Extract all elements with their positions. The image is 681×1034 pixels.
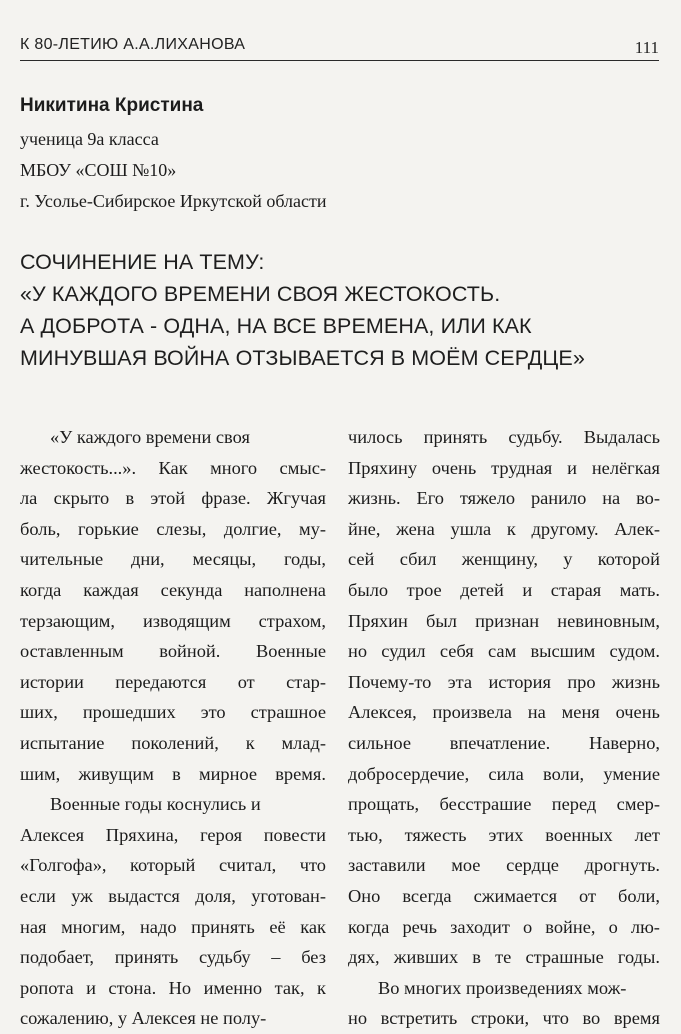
text-line: ших, прошедших это страшное (20, 702, 326, 723)
text-line: но встретить строки, что во время (348, 1008, 660, 1029)
text-line: оставленным войной. Военные (20, 641, 326, 662)
text-line: Пряхину очень трудная и нелёгкая (348, 457, 660, 478)
text-line: йне, жена ушла к другому. Алек- (348, 518, 660, 539)
text-line: ропота и стона. Но именно так, к (20, 977, 326, 998)
text-line: Оно всегда сжимается от боли, (348, 885, 660, 906)
text-line: если уж выдастся доля, уготован- (20, 885, 326, 906)
text-line: сей сбил женщину, у которой (348, 549, 660, 570)
text-line: когда каждая секунда наполнена (20, 579, 326, 600)
text-line: заставили мое сердце дрогнуть. (348, 855, 660, 876)
right-text-column (348, 422, 660, 1034)
text-line: Во многих произведениях мож- (378, 977, 627, 998)
essay-title-line: МИНУВШАЯ ВОЙНА ОТЗЫВАЕТСЯ В МОЁМ СЕРДЦЕ» (20, 346, 585, 370)
text-line: Военные годы коснулись и (50, 794, 261, 815)
text-line: истории передаются от стар- (20, 671, 326, 692)
running-header (20, 34, 659, 61)
essay-title-line: СОЧИНЕНИЕ НА ТЕМУ: (20, 250, 265, 274)
text-line: терзающим, изводящим страхом, (20, 610, 326, 631)
text-line: «Голгофа», который считал, что (20, 855, 326, 876)
text-line: было трое детей и старая мать. (348, 579, 660, 600)
text-line: боль, горькие слезы, долгие, му- (20, 518, 326, 539)
text-line: сожалению, у Алексея не полу- (20, 1008, 267, 1029)
author-block (20, 94, 640, 217)
text-line: дях, живших в те страшные годы. (348, 947, 660, 968)
text-line: жестокость...». Как много смыс- (20, 457, 326, 478)
text-line: прощать, бесстрашие перед смер- (348, 794, 660, 815)
text-line: «У каждого времени своя (50, 427, 250, 447)
text-line: ла скрыто в этой фразе. Жгучая (20, 488, 326, 509)
text-line: но судил себя сам высшим судом. (348, 641, 660, 662)
text-line: чилось принять судьбу. Выдалась (348, 427, 660, 447)
author-name: Никитина Кристина (20, 95, 204, 116)
text-line: ная многим, надо принять её как (20, 916, 326, 937)
running-title: К 80-ЛЕТИЮ А.А.ЛИХАНОВА (20, 36, 246, 53)
page-number: 111 (634, 38, 659, 57)
text-line: Алексея, произвела на меня очень (348, 702, 660, 723)
text-line: тью, тяжесть этих военных лет (348, 824, 660, 845)
text-line: жизнь. Его тяжело ранило на во- (348, 488, 660, 509)
essay-title (20, 246, 665, 374)
text-line: сильное впечатление. Наверно, (348, 732, 660, 753)
text-line: когда речь заходит о войне, о лю- (348, 916, 660, 937)
text-line: чительные дни, месяцы, годы, (20, 549, 326, 570)
author-grade: ученица 9а класса (20, 129, 159, 149)
text-line: подобает, принять судьбу – без (20, 947, 326, 968)
author-city: г. Усолье-Сибирское Иркутской области (20, 191, 327, 211)
text-line: Пряхин был признан невиновным, (348, 610, 660, 631)
left-text-column (20, 422, 326, 1034)
text-line: Почему-то эта история про жизнь (348, 671, 660, 692)
text-line: испытание поколений, к млад- (20, 732, 326, 753)
text-line: шим, живущим в мирное время. (20, 763, 326, 784)
essay-title-line: «У КАЖДОГО ВРЕМЕНИ СВОЯ ЖЕСТОКОСТЬ. (20, 282, 501, 306)
text-line: добросердечие, сила воли, умение (348, 763, 660, 784)
text-line: Алексея Пряхина, героя повести (20, 824, 326, 845)
essay-title-line: А ДОБРОТА - ОДНА, НА ВСЕ ВРЕМЕНА, ИЛИ КАК (20, 314, 532, 338)
author-school: МБОУ «СОШ №10» (20, 160, 177, 180)
